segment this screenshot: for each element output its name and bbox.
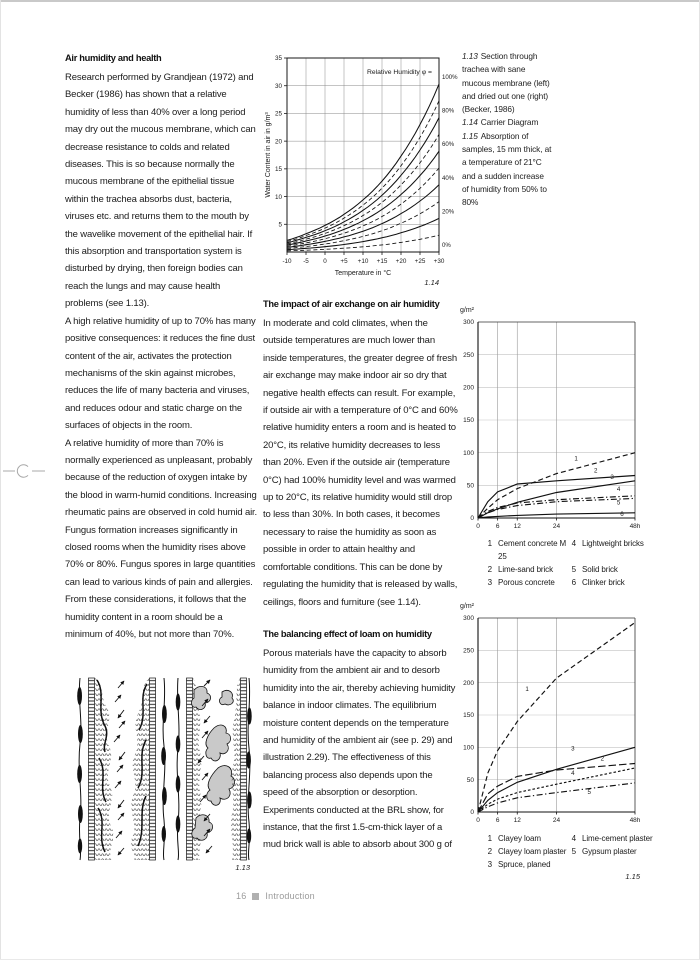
section-body-air-exchange: In moderate and cold climates, when the outside temperatures are much lower than inside temperatures, the greater degree of fresh air exchange may make indoor air so dry that negative health effects can result. For example, if outside air with a temperature of 0°C and 60% relative humidity enters a room and is heated to 20°C, its relative humidity decreases to less than 20%. Even if the outside air (temperature 0°C) had 100% humidity level and was warmed up to 20°C, its relative humidity would still drop to less than 30%. In both cases, it becomes necessary to raise the humidity as soon as possible in order to attain healthy and comfortable conditions. This can be done by regulating the humidity that is released by walls, ceilings, floors and furniture (see 1.14). — [263, 318, 458, 608]
svg-text:200: 200 — [463, 384, 474, 392]
section-air-exchange — [263, 297, 458, 611]
caption-ref: 1.15 — [462, 130, 478, 141]
absorption-chart-plasters — [458, 591, 653, 825]
carrier-diagram-chart — [263, 48, 461, 290]
absorption-plasters-figure — [458, 591, 668, 881]
svg-text:3: 3 — [571, 745, 575, 753]
svg-text:-5: -5 — [303, 258, 309, 265]
svg-text:20: 20 — [274, 138, 282, 146]
svg-text:15: 15 — [274, 166, 282, 174]
paragraph-health-3: A relative humidity of more than 70% is normally experienced as unpleasant, probably because of the reduction of oxygen intake by the blood in warm-humid conditions. Increasing rheumatic pains are observed in cold humid air. Fungus formation increases significantly in closed rooms when the humidity rises above 70% or 80%. Fungus spores in large quantities can lead to various kinds of pain and allergies. From these considerations, it follows that the humidity content in a room should be a minimum of 40%, but not more than 70%. — [65, 437, 258, 640]
particle-arrows-left — [114, 681, 125, 855]
svg-text:24: 24 — [552, 817, 561, 824]
svg-text:2: 2 — [600, 755, 605, 763]
section-heading-loam-balance: The balancing effect of loam on humidity — [263, 628, 432, 639]
svg-text:1: 1 — [525, 686, 529, 694]
legend-item: 5 Gypsum plaster — [571, 847, 637, 856]
svg-text:5: 5 — [616, 499, 621, 507]
legend-item: 1 Clayey loam — [487, 834, 541, 843]
legend-item: 2 Clayey loam plaster — [487, 847, 567, 856]
carrier-diagram-figure — [263, 48, 461, 295]
svg-text:2: 2 — [594, 467, 598, 475]
svg-text:+30: +30 — [433, 258, 445, 265]
svg-text:+15: +15 — [376, 258, 388, 265]
svg-text:48h: 48h — [629, 523, 641, 530]
svg-text:Temperature in °C: Temperature in °C — [334, 270, 392, 277]
svg-text:6: 6 — [620, 511, 624, 519]
svg-text:50: 50 — [466, 776, 474, 784]
svg-text:6: 6 — [495, 523, 500, 530]
svg-text:+25: +25 — [414, 258, 426, 265]
svg-text:Relative Humidity φ =: Relative Humidity φ = — [366, 69, 432, 76]
svg-text:300: 300 — [463, 319, 474, 327]
svg-text:+20: +20 — [395, 258, 407, 265]
absorption-plasters-legend — [486, 832, 668, 871]
legend-item: 4 Lime-cement plaster — [571, 834, 653, 843]
section-heading-air-exchange: The impact of air exchange on air humidity — [263, 299, 440, 309]
svg-text:0: 0 — [470, 809, 474, 817]
figure-label-1-13: 1.13 — [235, 863, 250, 872]
svg-text:100%: 100% — [442, 74, 458, 82]
legend-item: 3 Spruce, planed — [487, 860, 551, 869]
captions-block — [462, 50, 552, 210]
legend-item: 6 Clinker brick — [571, 578, 625, 587]
section-marker-icon — [252, 893, 259, 900]
svg-text:250: 250 — [463, 351, 474, 359]
caption-entry: 1.14 Carrier Diagram — [462, 117, 539, 128]
article-heading: Air humidity and health — [65, 53, 162, 63]
registration-mark-icon — [2, 457, 46, 485]
figure-label-1-15: 1.15 — [625, 872, 640, 881]
svg-text:80%: 80% — [442, 107, 455, 115]
svg-text:5: 5 — [587, 788, 591, 796]
svg-text:25: 25 — [274, 110, 282, 118]
svg-text:150: 150 — [463, 417, 474, 425]
svg-text:g/m²: g/m² — [460, 603, 474, 610]
page-edge-left — [0, 0, 1, 960]
svg-text:100: 100 — [463, 744, 474, 752]
svg-text:Water Content in air in g/m³: Water Content in air in g/m³ — [265, 112, 272, 198]
trachea-right-section — [176, 678, 252, 860]
caption-entry: 1.13 Section through trachea with sane mucous membrane (left) and dried out one (right) (Becker, 1986) — [462, 51, 550, 115]
svg-text:+10: +10 — [357, 258, 369, 265]
svg-text:3: 3 — [610, 473, 614, 481]
left-column — [65, 51, 259, 643]
svg-text:1: 1 — [574, 455, 578, 463]
caption-ref: 1.13 — [462, 51, 478, 61]
page-number: 16 — [236, 891, 247, 901]
section-title: Introduction — [265, 891, 315, 901]
legend-item: 5 Solid brick — [571, 565, 618, 574]
svg-text:150: 150 — [463, 712, 474, 720]
svg-text:-10: -10 — [282, 258, 292, 265]
paragraph-health-1: Research performed by Grandjean (1972) and Becker (1986) has shown that a relative humidity of less than 40% over a long period may dry out the mucous membrane, which can decrease resistance to colds and related diseases. This is so because normally the mucous membrane of the epithelial tissue within the trachea absorbs dust, bacteria, viruses etc. and returns them to the mouth by the wavelike movement of the epithelial hair. If this absorption and transportation system is disturbed by drying, then foreign bodies can reach the lungs and may cause health problems (see 1.13). — [65, 72, 256, 310]
legend-item: 1 Cement concrete M 25 — [487, 539, 567, 561]
svg-text:0%: 0% — [442, 242, 451, 249]
svg-text:40%: 40% — [442, 174, 455, 182]
page-footer — [236, 891, 315, 901]
svg-text:300: 300 — [463, 615, 474, 623]
caption-entry: 1.15 Absorption of samples, 15 mm thick, at a temperature of 21°C and a sudden increase of humidity from 50% to 80% — [462, 130, 552, 208]
svg-text:0: 0 — [476, 523, 480, 530]
svg-text:g/m²: g/m² — [460, 307, 474, 314]
svg-text:35: 35 — [274, 55, 282, 63]
svg-text:6: 6 — [495, 817, 500, 824]
page-edge-top — [0, 0, 700, 2]
absorption-chart-bricks — [458, 298, 653, 530]
svg-text:100: 100 — [463, 449, 474, 457]
middle-column — [263, 297, 458, 854]
svg-text:50: 50 — [466, 482, 474, 490]
legend-item: 4 Lightweight bricks — [571, 539, 644, 548]
svg-text:250: 250 — [463, 647, 474, 655]
svg-text:30: 30 — [274, 82, 282, 90]
svg-text:0: 0 — [470, 515, 474, 523]
trachea-illustration — [72, 676, 252, 862]
trachea-left-section — [77, 678, 167, 860]
svg-text:24: 24 — [552, 523, 561, 530]
section-body-loam-balance: Porous materials have the capacity to absorb humidity from the ambient air and to desorb humidity into the air, thereby achieving humidity balance in indoor climates. The equilibrium moisture content depends on the temperature and humidity of the ambient air (see p. 29) and illustration 2.29). The effectiveness of this balancing process also depends upon the speed of the absorption or desorption. Experiments conducted at the BRL show, for instance, that the first 1.5-cm-thick layer of a mud brick wall is able to absorb about 300 g of — [263, 647, 456, 851]
svg-text:1.14: 1.14 — [424, 278, 439, 287]
svg-text:20%: 20% — [442, 208, 455, 216]
svg-text:5: 5 — [278, 221, 282, 229]
svg-text:200: 200 — [463, 679, 474, 687]
svg-text:12: 12 — [513, 817, 521, 824]
absorption-bricks-legend — [486, 537, 668, 589]
trachea-figure — [72, 676, 252, 872]
legend-item: 3 Porous concrete — [487, 578, 555, 587]
legend-item: 2 Lime-sand brick — [487, 565, 553, 574]
caption-ref: 1.14 — [462, 117, 478, 128]
absorption-bricks-figure — [458, 298, 668, 589]
paragraph-health-2: A high relative humidity of up to 70% has many positive consequences: it reduces the fine dust content of the air, activates the protection mechanisms of the skin against microbes, reduces the life of many bacteria and viruses, and reduces odour and static charge on the surfaces of objects in the room. — [65, 315, 256, 432]
svg-text:0: 0 — [323, 258, 327, 265]
svg-text:48h: 48h — [629, 817, 641, 824]
svg-text:4: 4 — [616, 486, 621, 494]
section-loam-balance — [263, 627, 458, 854]
svg-text:60%: 60% — [442, 141, 455, 149]
svg-text:+5: +5 — [340, 258, 348, 265]
svg-text:0: 0 — [476, 817, 480, 824]
svg-text:12: 12 — [513, 523, 521, 530]
svg-text:10: 10 — [274, 193, 282, 201]
svg-text:4: 4 — [571, 770, 575, 778]
